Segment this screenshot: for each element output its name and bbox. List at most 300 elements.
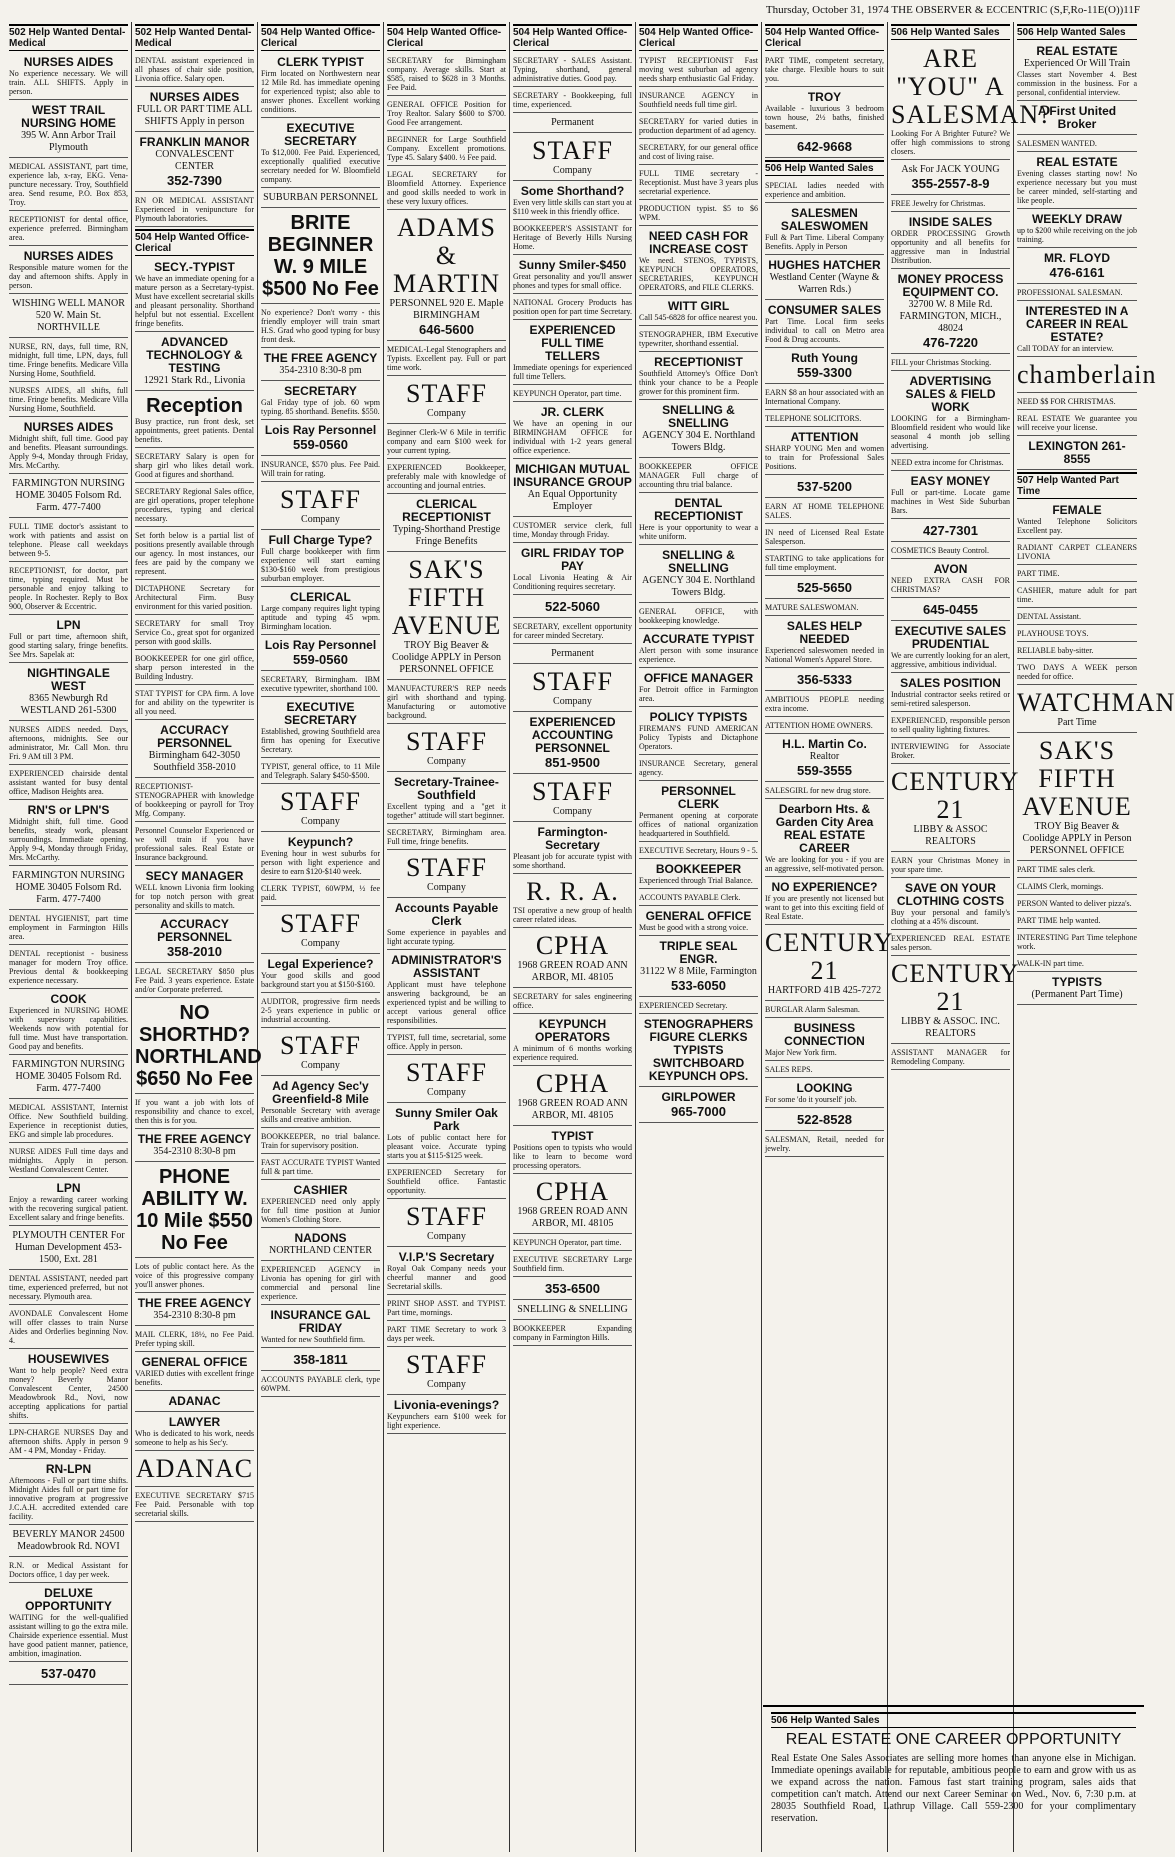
ad-phone: 525-5650 — [797, 580, 852, 595]
classified-ad — [135, 1260, 254, 1293]
classified-ad — [513, 776, 632, 822]
ad-body: Some experience in payables and light accurate typing. — [387, 928, 506, 946]
ad-display-title: STAFF — [406, 379, 487, 408]
ad-subline: Company — [301, 1060, 340, 1071]
ad-heading: CLERICAL — [290, 590, 351, 604]
classified-ad — [261, 120, 380, 188]
ad-body: SECRETARY, excellent opportunity for career minded Secretary. — [513, 622, 632, 640]
ad-heading: HUGHES HATCHER — [768, 258, 881, 272]
classified-ad — [135, 1393, 254, 1412]
ad-heading: INSURANCE GAL FRIDAY — [270, 1308, 371, 1335]
ad-heading: ACCURACY PERSONNEL — [157, 917, 232, 944]
classified-ad — [9, 802, 128, 866]
ad-body: No experience necessary. We will train. ALL SHIFTS. Apply in person. — [9, 69, 128, 96]
ad-body: VARIED duties with excellent fringe benefits. — [135, 1369, 254, 1387]
classified-ad — [9, 1585, 128, 1662]
ad-body: Alert person with some insurance experience. — [639, 646, 758, 664]
ad-heading: LPN — [56, 618, 81, 632]
classified-column — [6, 22, 132, 1852]
ad-heading: Ad Agency Sec'y Greenfield-8 Mile — [272, 1079, 369, 1106]
classified-ad — [891, 600, 1010, 621]
ad-heading: EXPERIENCED ACCOUNTING PERSONNEL — [529, 715, 616, 755]
section-header: 506 Help Wanted Sales — [1017, 24, 1137, 40]
ad-subline: Company — [553, 806, 592, 817]
ad-phone: 559-3555 — [797, 763, 852, 778]
ad-phone: 427-7301 — [923, 523, 978, 538]
ad-subline: SNELLING & SNELLING — [517, 1304, 628, 1315]
classified-ad — [891, 521, 1010, 542]
ad-body: ACCOUNTS PAYABLE clerk, type 60WPM. — [261, 1375, 380, 1393]
classified-ad — [387, 133, 506, 166]
ad-heading: STENOGRAPHERS FIGURE CLERKS TYPISTS SWITCHBOARD KEYPUNCH OPS. — [643, 1017, 754, 1083]
classified-ad — [135, 393, 254, 448]
ad-heading: WEEKLY DRAW — [1031, 212, 1122, 226]
ad-body: Real Estate One Sales Associates are selling more homes than anyone else in Michigan. Immediate openings available for reputable, ambitious people to earn and grow with us as we expand across the nation. Famous fast start training program, sales aids that competition can't match. Attend our next Career Seminar on Wed., Nov. 6, 7:30 p.m. at 28035 Southfield Road, Lathrup Village. Call 559-2300 for your complimentary reservation. — [771, 1753, 1136, 1824]
classified-ad — [765, 412, 884, 427]
ad-body: Your good skills and good background start you at $150-$160. — [261, 971, 380, 989]
ad-big-title: NO SHORTHD? NORTHLAND $650 No Fee — [135, 1002, 262, 1090]
ad-display-title: ADAMS & MARTIN — [393, 213, 500, 298]
section-header: 507 Help Wanted Part Time — [1017, 472, 1137, 499]
ad-body: CLAIMS Clerk, mornings. — [1017, 882, 1104, 891]
ad-body: SALESMAN, Retail, needed for jewelry. — [765, 1135, 884, 1153]
ad-heading: Lois Ray Personnel — [264, 423, 377, 437]
classified-ad — [9, 1101, 128, 1143]
ad-body: LEGAL SECRETARY $850 plus Fee Paid. 3 years experience. Estate and/or Corporate preferred. — [135, 967, 254, 994]
classified-ad — [1017, 957, 1137, 972]
classified-ad — [891, 197, 1010, 212]
classified-ad — [1017, 154, 1137, 209]
ad-body: SECRETARY, Birmingham area. Full time, fringe benefits. — [387, 828, 506, 846]
ad-heading: SECRETARY — [284, 384, 357, 398]
ad-body: SECRETARY for varied duties in production department of ad agency. — [639, 117, 758, 135]
ad-subline: 354-2310 8:30-8 pm — [279, 365, 362, 376]
ad-heading: LOOKING — [796, 1081, 853, 1095]
ad-title: REAL ESTATE ONE CAREER OPPORTUNITY — [785, 1731, 1122, 1748]
classified-ad — [891, 214, 1010, 269]
classified-ad — [261, 422, 380, 456]
classified-ad — [765, 54, 884, 87]
classified-ad — [1017, 584, 1137, 608]
classified-ad — [9, 419, 128, 474]
ad-heading: TROY — [807, 90, 842, 104]
classified-column — [1014, 22, 1175, 1852]
ad-subline: HARTFORD 41B 425-7272 — [767, 985, 882, 996]
classified-ad — [261, 786, 380, 832]
ad-heading: WITT GIRL — [667, 299, 730, 313]
classified-ad — [1017, 735, 1137, 861]
ad-body: Personnel Counselor Experienced or we will train if you have professional sales. Real Estate or Insurance background. — [135, 826, 254, 862]
classified-ad — [135, 1000, 262, 1094]
ad-subline: Company — [427, 408, 466, 419]
ad-heading: TYPISTS — [1051, 975, 1102, 989]
ad-display-title: STAFF — [406, 1202, 487, 1231]
ad-subline: Company — [427, 882, 466, 893]
ad-heading: KEYPUNCH OPERATORS — [535, 1017, 610, 1044]
ad-body: Beginner Clerk-W 6 Mile in terrific company and earn $100 week for your current typing. — [387, 428, 506, 455]
ad-heading: WEST TRAIL NURSING HOME — [21, 103, 116, 130]
ad-body: RELIABLE baby-sitter. — [1017, 646, 1094, 655]
ad-body: NEED extra income for Christmas. — [891, 458, 1004, 467]
section-header: 504 Help Wanted Office-Clerical — [513, 24, 632, 51]
ad-phone: 522-8528 — [797, 1112, 852, 1127]
ad-body: TYPIST, general office, to 11 Mile and Telegraph. Salary $450-$500. — [261, 762, 380, 780]
classified-ad — [639, 495, 758, 545]
ad-phone: 559-0560 — [293, 652, 348, 667]
classified-ad — [513, 1236, 632, 1251]
classified-ad — [639, 202, 758, 226]
ad-heading: ATTENTION — [790, 430, 859, 444]
classified-ad — [891, 880, 1010, 930]
ad-body: EARN your Christmas Money in your spare time. — [891, 856, 1010, 874]
ad-heading: SALESMEN SALESWOMEN — [780, 206, 869, 233]
ad-body: BOOKKEEPER OFFICE MANAGER Full charge of accounting thru trial balance. — [639, 462, 758, 489]
classified-ad — [387, 952, 506, 1029]
classified-ad — [765, 1003, 884, 1018]
classified-ad — [9, 564, 128, 615]
ad-body: FILL your Christmas Stocking. — [891, 358, 992, 367]
ad-heading: ADVANCED TECHNOLOGY & TESTING — [146, 335, 243, 375]
ad-body: REAL ESTATE We guarantee you will receive your license. — [1017, 414, 1137, 432]
classified-ad — [135, 54, 254, 87]
ad-body: NEED $$ FOR CHRISTMAS. — [1017, 397, 1116, 406]
classified-ad — [135, 334, 254, 391]
classified-ad — [387, 1201, 506, 1247]
ad-display-title: CENTURY 21 — [891, 767, 1020, 824]
ad-body: Lots of public contact here. As the voice of this progressive company you'll answer phones. — [135, 1262, 254, 1289]
classified-ad — [1017, 211, 1137, 248]
classified-ad — [891, 473, 1010, 519]
ad-body: ORDER PROCESSING Growth opportunity and all benefits for aggressive man in Industrial Distribution. — [891, 229, 1010, 265]
ad-body: EXPERIENCED Secretary. — [639, 1001, 728, 1010]
classified-ad — [639, 938, 758, 997]
ad-body: A minimum of 6 months working experience required. — [513, 1044, 632, 1062]
classified-column — [762, 22, 894, 1852]
ad-subline: Realtor — [809, 751, 840, 762]
ad-display-title: WATCHMAN — [1017, 688, 1175, 717]
classified-ad — [639, 1089, 758, 1123]
ad-subline: CONVALESCENT CENTER — [155, 149, 234, 172]
ad-body: Here is your opportunity to wear a white uniform. — [639, 523, 758, 541]
classified-column — [132, 22, 262, 1852]
ad-heading: ACCURATE TYPIST — [642, 632, 755, 646]
ad-body: Local Livonia Heating & Air Conditioning requires secretary. — [513, 573, 632, 591]
ad-body: For Detroit office in Farmington area. — [639, 685, 758, 703]
ad-display-title: ARE "YOU" A SALESMAN? — [891, 44, 1052, 129]
ad-heading: JR. CLERK — [540, 405, 605, 419]
ad-body: SHARP YOUNG Men and women to train for Professional Sales Positions. — [765, 444, 884, 471]
ad-body: Responsible mature women for the day and afternoon shifts. Apply in person. — [9, 263, 128, 290]
ad-phone: 353-6500 — [545, 1281, 600, 1296]
ad-phone: 642-9668 — [797, 139, 852, 154]
classified-ad — [261, 1350, 380, 1371]
classified-ad — [261, 760, 380, 784]
classified-ad — [639, 861, 758, 889]
ad-body: Who is dedicated to his work, needs someone to help as his Sec'y. — [135, 1429, 254, 1447]
classified-ad — [891, 1046, 1010, 1070]
ad-body: Part Time. Local firm seeks individual to call on Metro area Food & Drug accounts. — [765, 317, 884, 344]
ad-body: GENERAL OFFICE, with bookkeeping knowledge. — [639, 607, 758, 625]
ad-body: Permanent opening at corporate offices of national organization headquartered in Southfield. — [639, 811, 758, 838]
classified-ad — [1017, 974, 1137, 1005]
classified-ad — [135, 259, 254, 332]
classified-ad — [513, 1068, 632, 1126]
ad-heading: DELUXE OPPORTUNITY — [25, 1586, 112, 1613]
classified-ad — [639, 141, 758, 165]
classified-ad — [639, 631, 758, 668]
classified-ad — [261, 190, 380, 208]
classified-ad — [261, 882, 380, 906]
ad-heading: SECY.-TYPIST — [154, 260, 235, 274]
ad-phone: 356-5333 — [797, 672, 852, 687]
classified-ad — [135, 916, 254, 963]
classified-ad — [135, 617, 254, 650]
classified-ad — [513, 183, 632, 220]
ad-body: R.N. or Medical Assistant for Doctors office, 1 day per week. — [9, 1561, 128, 1579]
classified-ad — [261, 956, 380, 993]
classified-ad — [135, 529, 254, 580]
ad-body: SECRETARY, Birmingham. IBM executive typewriter, shorthand 100. — [261, 675, 380, 693]
ad-body: EXPERIENCED REAL ESTATE sales person. — [891, 934, 1010, 952]
ad-body: FREE Jewelry for Christmas. — [891, 199, 986, 208]
classified-ad — [135, 1164, 254, 1258]
classified-ad — [135, 687, 254, 720]
ad-subline: BEVERLY MANOR 24500 Meadowbrook Rd. NOVI — [12, 1529, 125, 1552]
ad-heading: RECEPTIONIST — [654, 355, 743, 369]
classified-ad — [765, 693, 884, 717]
ad-body: Full or part-time. Locate game machines in West Side Suburban Bars. — [891, 488, 1010, 515]
ad-body: INTERESTING Part Time telephone work. — [1017, 933, 1137, 951]
ad-body: We have an immediate opening for a mature person as a Secretary-typist. Must have excellent secretarial skills and pleasant personality. Shorthand helpful but not essential. Excellent fringe benefits. — [135, 274, 254, 328]
ad-heading: SALES HELP NEEDED — [786, 619, 863, 646]
classified-ad — [513, 54, 632, 87]
ad-body: SECRETARY for small Troy Service Co., great spot for organized person with good skills. — [135, 619, 254, 646]
classified-ad — [1017, 863, 1137, 878]
ad-heading: TYPIST — [551, 1129, 594, 1143]
classified-ad — [639, 54, 758, 87]
classified-ad — [513, 1176, 632, 1234]
ad-body: EXPERIENCED AGENCY in Livonia has opening for girl with commercial and personal line experience. — [261, 1265, 380, 1301]
ad-body: PART TIME sales clerk. — [1017, 865, 1096, 874]
ad-body: SALESMEN WANTED. — [1017, 139, 1097, 148]
real-estate-one-ad — [763, 1705, 1144, 1853]
section-header: 506 Help Wanted Sales — [771, 1712, 1136, 1728]
ad-body: Lots of public contact here for pleasant voice. Accurate typing starts you at $115-$125 week. — [387, 1133, 506, 1160]
ad-body: Keypunchers earn $100 week for light experience. — [387, 1412, 506, 1430]
ad-body: Afternoons - Full or part time shifts. Midnight Aides full or part time for innovative program at progressive J.C.A.H. accredited extended care facility. — [9, 1476, 128, 1521]
ad-subline: 31122 W 8 Mile, Farmington — [640, 966, 757, 977]
classified-ad — [135, 1131, 254, 1162]
ad-heading: INSIDE SALES — [908, 215, 993, 229]
classified-ad — [765, 784, 884, 799]
ad-subline: FULL OR PART TIME ALL SHIFTS Apply in person — [136, 104, 253, 127]
classified-ad — [261, 589, 380, 635]
classified-column — [258, 22, 384, 1852]
ad-display-title: STAFF — [532, 777, 613, 806]
ad-subline: Company — [427, 1231, 466, 1242]
classified-ad — [261, 306, 380, 348]
ad-body: DENTAL Assistant. — [1017, 612, 1081, 621]
ad-heading: CONSUMER SALES — [767, 303, 882, 317]
classified-ad — [261, 1373, 380, 1397]
ad-body: PLAYHOUSE TOYS. — [1017, 629, 1089, 638]
classified-ad — [765, 302, 884, 348]
ad-display-title: SAK'S FIFTH AVENUE — [1022, 736, 1132, 821]
ad-body: DENTAL assistant experienced in all phases of chair side position, Livonia office. Salary open. — [135, 56, 254, 83]
classified-ad — [9, 1057, 128, 1099]
ad-body: BURGLAR Alarm Salesman. — [765, 1005, 860, 1014]
classified-ad — [135, 780, 254, 822]
ad-body: PART TIME help wanted. — [1017, 916, 1101, 925]
ad-body: EXECUTIVE SECRETARY Large Southfield firm. — [513, 1255, 632, 1273]
ad-heading: Dearborn Hts. & Garden City Area REAL ESTATE CAREER — [775, 802, 874, 855]
classified-ad — [513, 666, 632, 712]
classified-ad — [639, 298, 758, 326]
classified-ad — [765, 1020, 884, 1061]
ad-heading: A First United Broker — [1037, 104, 1117, 131]
classified-ad — [9, 160, 128, 211]
classified-ad — [765, 179, 884, 203]
ad-heading: NURSES AIDES — [23, 55, 114, 69]
ad-subline: 354-2310 8:30-8 pm — [153, 1146, 236, 1157]
classified-ad — [261, 1156, 380, 1180]
classified-ad — [1017, 914, 1137, 929]
ad-heading: GIRLPOWER — [661, 1090, 736, 1104]
ad-body: EARN $8 an hour associated with an International Company. — [765, 388, 884, 406]
ad-heading: TRIPLE SEAL ENGR. — [659, 939, 738, 966]
ad-body: CUSTOMER service clerk, full time, Monday through Friday. — [513, 521, 632, 539]
classified-ad — [387, 426, 506, 459]
ad-body: BOOKKEEPER for one girl office, sharp person interested in the Building Industry. — [135, 654, 254, 681]
classified-ad — [9, 384, 128, 417]
ad-big-title: BRITE BEGINNER W. 9 MILE $500 No Fee — [262, 212, 379, 300]
ad-body: EXPERIENCED Bookkeeper, preferably male with knowledge of accounting and journal entries. — [387, 463, 506, 490]
section-header: 504 Help Wanted Office-Clerical — [135, 229, 254, 256]
ad-body: Call 545-6828 for office nearest you. — [639, 313, 758, 322]
ad-phone: 533-6050 — [671, 978, 726, 993]
ad-body: If you are presently not licensed but want to get into this exciting field of Real Estate. — [765, 894, 884, 921]
ad-phone: 965-7000 — [671, 1104, 726, 1119]
classified-ad — [891, 714, 1010, 738]
ad-heading: INTERESTED IN A CAREER IN REAL ESTATE? — [1025, 304, 1129, 344]
ad-subline: Part Time — [1057, 717, 1097, 728]
ad-heading: Keypunch? — [287, 835, 354, 849]
ad-heading: THE FREE AGENCY — [137, 1132, 252, 1146]
classified-ad — [1017, 897, 1137, 912]
classified-ad — [765, 205, 884, 255]
ad-body: INSURANCE, $570 plus. Fee Paid. Will train for rating. — [261, 460, 380, 478]
ad-heading: EXPERIENCED FULL TIME TELLERS — [529, 323, 616, 363]
classified-ad — [513, 930, 632, 988]
ad-body: EXPERIENCED, responsible person to sell quality lighting fixtures. — [891, 716, 1010, 734]
ad-heading: EXECUTIVE SALES PRUDENTIAL — [894, 624, 1007, 651]
classified-ad — [135, 89, 254, 132]
classified-ad — [639, 228, 758, 296]
ad-subline: 1968 GREEN ROAD ANN ARBOR, MI. 48105 — [517, 960, 628, 983]
classified-ad — [639, 605, 758, 629]
ad-heading: GENERAL OFFICE — [645, 909, 752, 923]
ad-body: Looking For A Brighter Future? We offer high commissions to strong closers. — [891, 129, 1010, 156]
ad-body: COSMETICS Beauty Control. — [891, 546, 990, 555]
classified-ad — [639, 1016, 758, 1087]
classified-ad — [9, 1664, 128, 1685]
ad-phone: 352-7390 — [167, 173, 222, 188]
classified-ad — [513, 620, 632, 644]
classified-ad — [513, 296, 632, 320]
ad-heading: V.I.P.'S Secretary — [398, 1250, 495, 1264]
classified-ad — [387, 852, 506, 898]
ad-body: STARTING to take applications for full time employment. — [765, 554, 884, 572]
classified-ad — [387, 1249, 506, 1295]
classified-ad — [9, 340, 128, 382]
ad-phone: 537-5200 — [797, 479, 852, 494]
ad-body: We have an opening in our BIRMINGHAM OFFICE for individual with 1-2 years general office experience. — [513, 419, 632, 455]
ad-heading: ADVERTISING SALES & FIELD WORK — [905, 374, 996, 414]
ad-heading: LPN — [56, 1181, 81, 1195]
ad-heading: POLICY TYPISTS — [649, 710, 748, 724]
ad-heading: FEMALE — [1052, 503, 1102, 517]
ad-body: DICTAPHONE Secretary for Architectural Firm. Busy environment for this varied position. — [135, 584, 254, 611]
ad-heading: Legal Experience? — [267, 957, 374, 971]
ad-big-title: PHONE ABILITY W. 10 Mile $550 No Fee — [136, 1166, 253, 1254]
ad-body: Call TODAY for an interview. — [1017, 344, 1114, 353]
classified-ad — [135, 1295, 254, 1326]
classified-ad — [1017, 880, 1137, 895]
classified-ad — [1017, 250, 1137, 284]
ad-subline: Permanent — [551, 117, 594, 128]
ad-body: BEGINNER for Large Southfield Company. Excellent promotions. Type 45. Salary $400. ½ Fee paid. — [387, 135, 506, 162]
classified-ad — [1017, 359, 1157, 393]
ad-body: Experienced in NURSING HOME with supervisory capabilities. Weekends now with potential for full time. Must have transportation. Good pay and benefits. — [9, 1006, 128, 1051]
classified-ad — [891, 356, 1010, 371]
ad-subline: Company — [553, 165, 592, 176]
ad-display-title: SAK'S FIFTH AVENUE — [391, 555, 502, 640]
ad-body: WALK-IN part time. — [1017, 959, 1084, 968]
classified-ad — [387, 212, 506, 341]
ad-body: ASSISTANT MANAGER for Remodeling Company. — [891, 1048, 1010, 1066]
classified-ad — [387, 1297, 506, 1321]
ad-body: We are currently looking for an alert, aggressive, ambitious individual. — [891, 651, 1010, 669]
ad-body: Southfield Attorney's Office Don't think your chance to be a People grower for this prominent firm. — [639, 369, 758, 396]
classified-ad — [135, 1414, 254, 1451]
ad-phone: 355-2557-8-9 — [911, 176, 990, 191]
classified-ad — [1017, 412, 1137, 436]
classified-ad — [9, 1145, 128, 1178]
ad-body: Positions open to typists who would like to learn to become word processing operators. — [513, 1143, 632, 1170]
ad-body: Pleasant job for accurate typist with some shorthand. — [513, 852, 632, 870]
classified-ad — [513, 222, 632, 255]
classified-ad — [765, 137, 884, 158]
ad-subline: 395 W. Ann Arbor Trail Plymouth — [21, 130, 116, 153]
ad-body: EXECUTIVE Secretary, Hours 9 - 5. — [639, 846, 758, 855]
classified-ad — [1017, 541, 1137, 565]
ad-body: Excellent typing and a "get it together" attitude will start beginner. — [387, 802, 506, 820]
classified-ad — [9, 1307, 128, 1349]
classified-ad — [765, 257, 884, 300]
classified-ad — [639, 402, 758, 458]
masthead: Thursday, October 31, 1974 THE OBSERVER & ECCENTRIC (S,F,Ro-11E(O))11F — [765, 4, 1140, 16]
ad-body: DENTAL receptionist - business manager for modern Troy office. Previous dental & bookkeeping experience necessary. — [9, 949, 128, 985]
classified-ad — [135, 1489, 254, 1522]
classified-ad — [387, 1323, 506, 1347]
classified-ad — [513, 322, 632, 385]
ad-body: EXPERIENCED chairside dental assistant wanted for busy dental office, Madison Heights area. — [9, 769, 128, 796]
ad-subline: 354-2310 8:30-8 pm — [153, 1310, 236, 1321]
classified-ad — [513, 387, 632, 402]
ad-heading: PERSONNEL CLERK — [661, 784, 736, 811]
classified-ad — [765, 429, 884, 475]
ad-body: CASHIER, mature adult for part time. — [1017, 586, 1137, 604]
